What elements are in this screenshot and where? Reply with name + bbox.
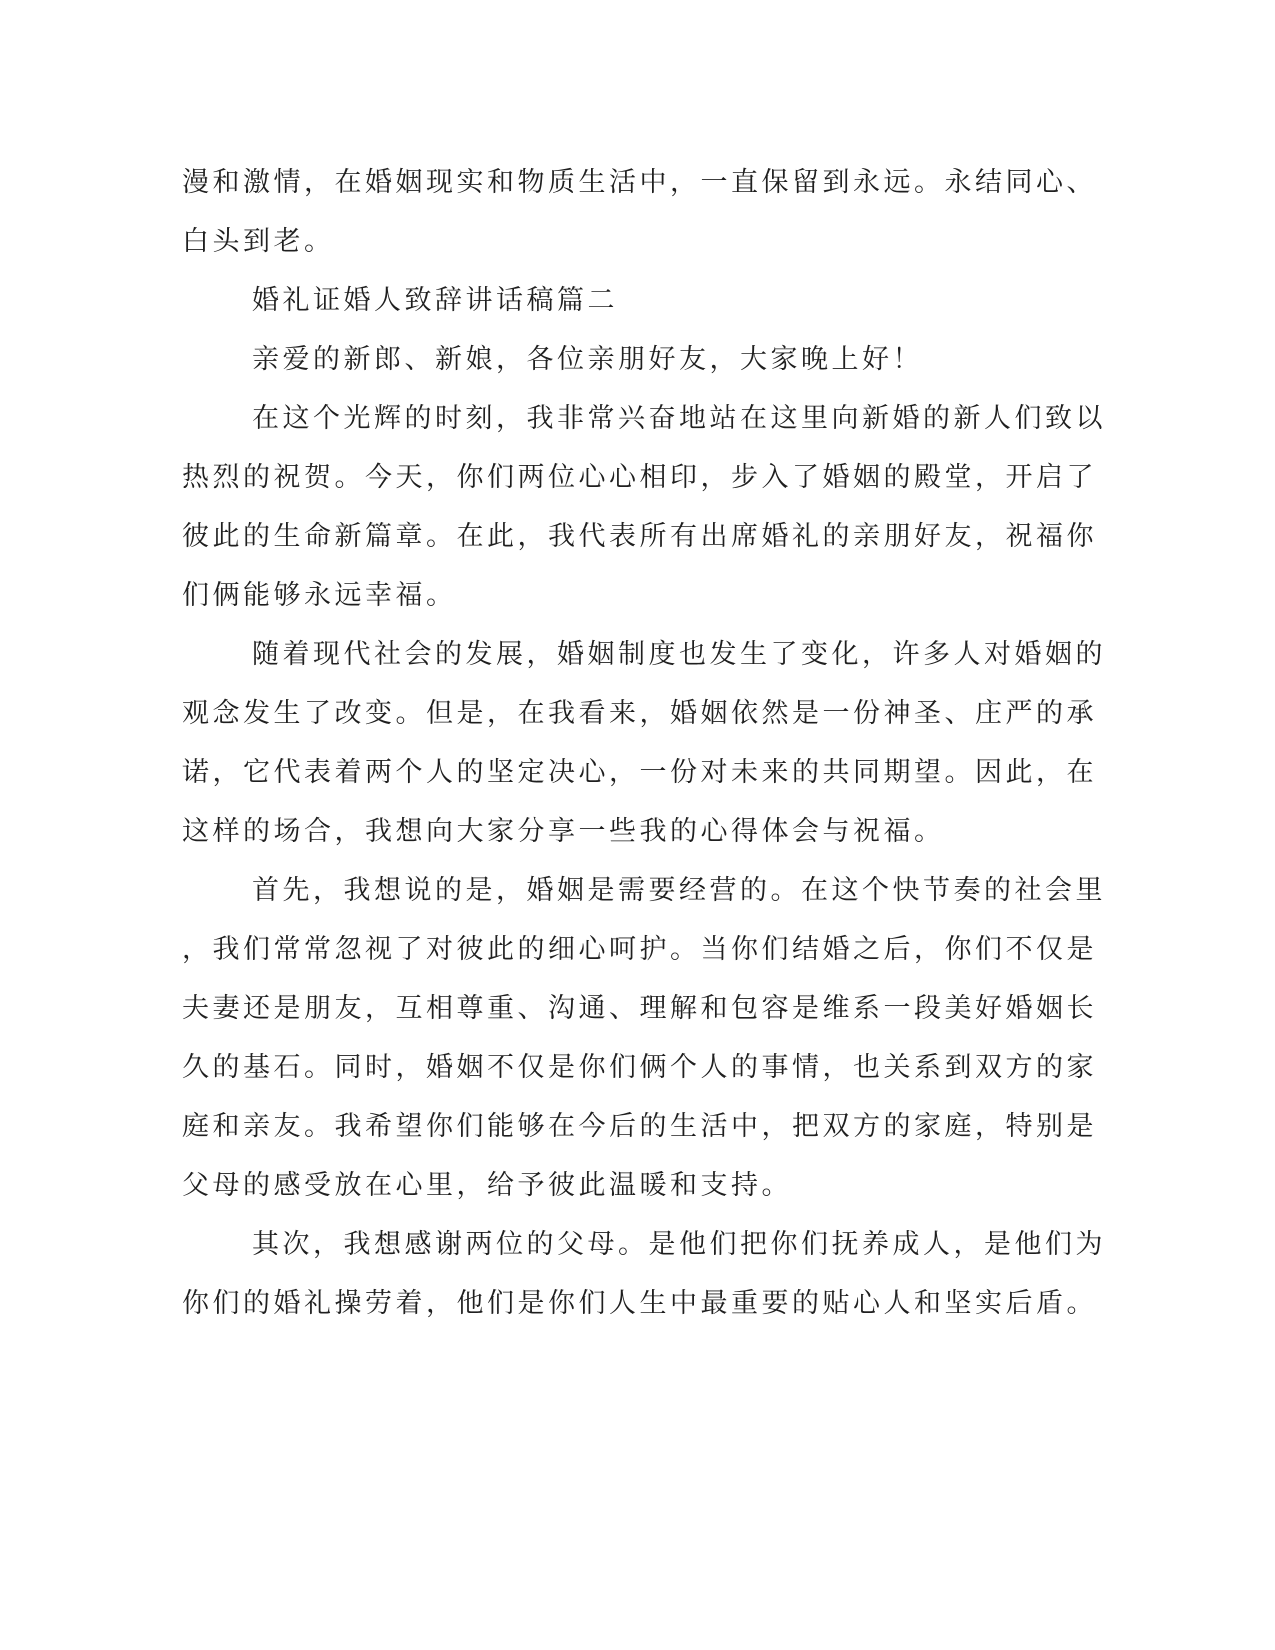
paragraph-line: 诺，它代表着两个人的坚定决心，一份对未来的共同期望。因此，在 bbox=[182, 757, 1097, 788]
paragraph-line: 彼此的生命新篇章。在此，我代表所有出席婚礼的亲朋好友，祝福你 bbox=[182, 521, 1097, 552]
paragraph-line: 这样的场合，我想向大家分享一些我的心得体会与祝福。 bbox=[182, 816, 945, 847]
paragraph-line: 观念发生了改变。但是，在我看来，婚姻依然是一份神圣、庄严的承 bbox=[182, 698, 1097, 729]
paragraph-line: ，我们常常忽视了对彼此的细心呵护。当你们结婚之后，你们不仅是 bbox=[182, 934, 1097, 965]
section-heading: 婚礼证婚人致辞讲话稿篇二 bbox=[252, 285, 618, 316]
paragraph-line: 久的基石。同时，婚姻不仅是你们俩个人的事情，也关系到双方的家 bbox=[182, 1052, 1097, 1083]
paragraph-line: 首先，我想说的是，婚姻是需要经营的。在这个快节奏的社会里 bbox=[252, 875, 1106, 906]
paragraph-line: 其次，我想感谢两位的父母。是他们把你们抚养成人，是他们为 bbox=[252, 1229, 1106, 1260]
paragraph-line: 庭和亲友。我希望你们能够在今后的生活中，把双方的家庭，特别是 bbox=[182, 1111, 1097, 1142]
paragraph-line: 夫妻还是朋友，互相尊重、沟通、理解和包容是维系一段美好婚姻长 bbox=[182, 993, 1097, 1024]
paragraph-line: 在这个光辉的时刻，我非常兴奋地站在这里向新婚的新人们致以 bbox=[252, 403, 1106, 434]
paragraph-line: 漫和激情，在婚姻现实和物质生活中，一直保留到永远。永结同心、 bbox=[182, 167, 1097, 198]
paragraph-line: 随着现代社会的发展，婚姻制度也发生了变化，许多人对婚姻的 bbox=[252, 639, 1106, 670]
paragraph-line: 们俩能够永远幸福。 bbox=[182, 580, 457, 611]
paragraph-line: 热烈的祝贺。今天，你们两位心心相印，步入了婚姻的殿堂，开启了 bbox=[182, 462, 1097, 493]
paragraph-line: 父母的感受放在心里，给予彼此温暖和支持。 bbox=[182, 1170, 792, 1201]
document-body bbox=[182, 153, 1106, 1333]
paragraph-line: 白头到老。 bbox=[182, 226, 335, 257]
salutation-line: 亲爱的新郎、新娘，各位亲朋好友，大家晚上好！ bbox=[252, 344, 923, 375]
paragraph-line: 你们的婚礼操劳着，他们是你们人生中最重要的贴心人和坚实后盾。 bbox=[182, 1288, 1097, 1319]
